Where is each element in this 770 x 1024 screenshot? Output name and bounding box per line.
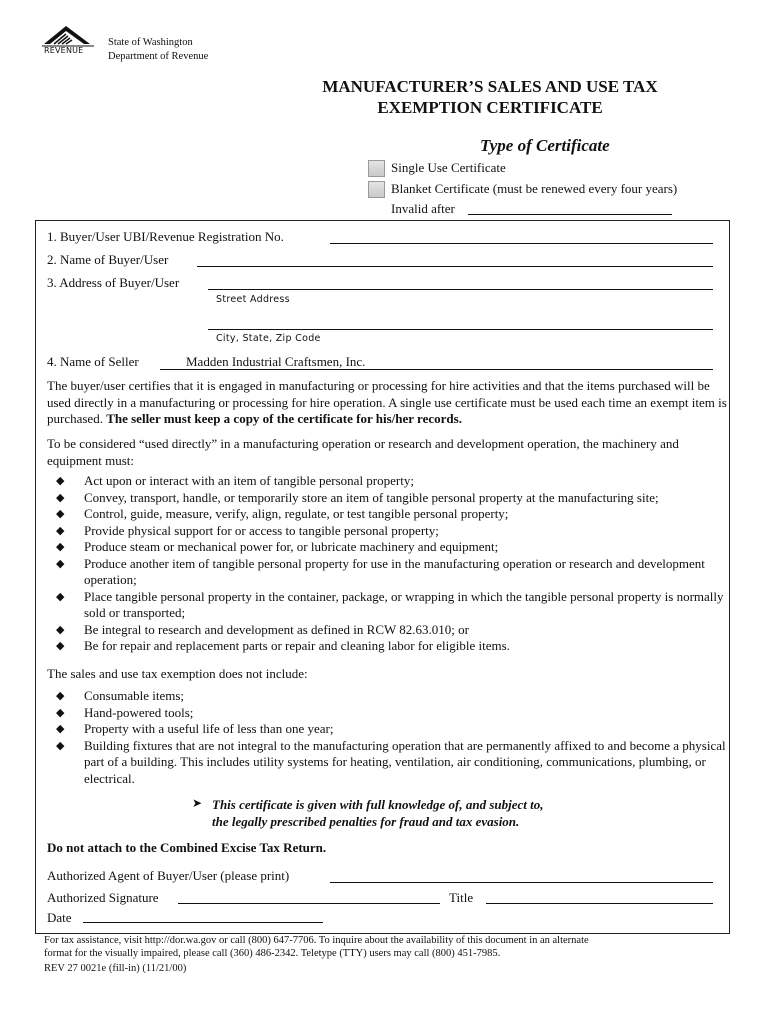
- certification-paragraph: [47, 378, 727, 428]
- diamond-bullet-icon: ◆: [56, 507, 65, 520]
- must-item-text: Provide physical support for or access to tangible personal property;: [84, 522, 439, 538]
- certification-text: The buyer/user certifies that it is engaged in manufacturing or processing for hire activities and that the items purchased will be used directly in a manufacturing or processing for hire operation. A single use certificate must be used each time an exempt item is purchased.: [47, 378, 727, 426]
- diamond-bullet-icon: ◆: [56, 639, 65, 652]
- footer-assistance: [44, 934, 744, 960]
- exclusion-item-text: Consumable items;: [84, 688, 185, 703]
- notice-line-1: This certificate is given with full knowledge of, and subject to,: [212, 797, 544, 812]
- revenue-logo: [40, 24, 96, 58]
- title-line-2: EXEMPTION CERTIFICATE: [377, 98, 603, 117]
- exclusion-list: [56, 688, 726, 787]
- buyer-address-label: 3. Address of Buyer/User: [47, 275, 180, 290]
- notice-line-2: the legally prescribed penalties for fraud and tax evasion.: [212, 813, 520, 829]
- ubi-label: 1. Buyer/User UBI/Revenue Registration No.: [47, 229, 284, 244]
- date-field[interactable]: [83, 922, 323, 923]
- must-item: [56, 589, 726, 622]
- blanket-checkbox[interactable]: [368, 181, 385, 198]
- street-address-field[interactable]: [208, 289, 713, 290]
- diamond-bullet-icon: ◆: [56, 705, 65, 719]
- diamond-bullet-icon: ◆: [56, 523, 65, 537]
- must-item: [56, 523, 726, 540]
- must-list: [56, 473, 726, 655]
- date-label: Date: [47, 910, 72, 925]
- agency-line-dept: Department of Revenue: [108, 51, 209, 62]
- seller-name-field[interactable]: [160, 369, 713, 370]
- must-item-text: Produce steam or mechanical power for, or lubricate machinery and equipment;: [84, 539, 499, 554]
- single-use-label: Single Use Certificate: [391, 160, 506, 175]
- exclusion-item-text: Property with a useful life of less than one year;: [84, 721, 334, 736]
- exclusions-intro: The sales and use tax exemption does not include:: [47, 666, 308, 681]
- blanket-label: Blanket Certificate (must be renewed every four years): [391, 181, 678, 196]
- used-directly-paragraph: To be considered “used directly” in a manufacturing operation or research and development operation, the machinery and equipment must:: [47, 436, 679, 468]
- street-address-label: Street Address: [216, 294, 290, 305]
- footer-line-2: format for the visually impaired, please call (360) 486-2342. Teletype (TTY) users may call (800) 451-7985.: [44, 948, 501, 959]
- exclusion-item: [56, 705, 726, 722]
- diamond-bullet-icon: ◆: [56, 738, 65, 752]
- footer-line-1: For tax assistance, visit http://dor.wa.gov or call (800) 647-7706. To inquire about the availability of this document in an alternate: [44, 935, 589, 946]
- seller-keep-copy-text: The seller must keep a copy of the certificate for his/her records.: [106, 411, 462, 426]
- must-item: [56, 490, 726, 507]
- agent-field[interactable]: [330, 882, 713, 883]
- must-item: [56, 539, 726, 556]
- invalid-after-label: Invalid after: [391, 201, 455, 216]
- title-label: Title: [449, 890, 474, 905]
- must-item: [56, 506, 726, 523]
- no-attach-note: Do not attach to the Combined Excise Tax Return.: [47, 840, 327, 855]
- diamond-bullet-icon: ◆: [56, 722, 65, 735]
- title-field[interactable]: [486, 903, 713, 904]
- signature-field[interactable]: [178, 903, 440, 904]
- must-item: [56, 622, 726, 639]
- single-use-checkbox[interactable]: [368, 160, 385, 177]
- title-line-1: MANUFACTURER’S SALES AND USE TAX: [322, 77, 658, 96]
- must-item: [56, 556, 726, 589]
- diamond-bullet-icon: ◆: [56, 474, 65, 487]
- diamond-bullet-icon: ◆: [56, 490, 65, 504]
- buyer-name-field[interactable]: [197, 266, 713, 267]
- signature-label: Authorized Signature: [47, 890, 159, 905]
- city-state-zip-field[interactable]: [208, 329, 713, 330]
- must-item-text: Produce another item of tangible personal property for use in the manufacturing operation or research and development operation;: [84, 555, 705, 587]
- must-item: [56, 638, 726, 655]
- must-item-text: Place tangible personal property in the container, package, or wrapping in which the tangible personal property is normally sold or transported;: [84, 588, 724, 620]
- certificate-type-heading: Type of Certificate: [480, 136, 610, 155]
- seller-name-value[interactable]: Madden Industrial Craftsmen, Inc.: [186, 354, 366, 369]
- must-item: [56, 473, 726, 490]
- diamond-bullet-icon: ◆: [56, 589, 65, 603]
- logo-text: REVENUE: [44, 46, 84, 55]
- page-title: [230, 76, 750, 118]
- seller-name-label: 4. Name of Seller: [47, 354, 139, 369]
- agent-label: Authorized Agent of Buyer/User (please print): [47, 868, 290, 883]
- form-number: REV 27 0021e (fill-in) (11/21/00): [44, 963, 187, 974]
- diamond-bullet-icon: ◆: [56, 622, 65, 636]
- must-item-text: Control, guide, measure, verify, align, regulate, or test tangible personal property;: [84, 506, 509, 521]
- must-item-text: Be for repair and replacement parts or repair and cleaning labor for eligible items.: [84, 638, 510, 653]
- diamond-bullet-icon: ◆: [56, 540, 65, 553]
- exclusion-item-text: Building fixtures that are not integral to the manufacturing operation that are permanently affixed to and become a physical part of a building. This includes utility systems for heating, ventilation, air conditioning, communications, plumbing, or electrical.: [84, 737, 726, 786]
- penalty-notice: [212, 797, 632, 830]
- must-item-text: Act upon or interact with an item of tangible personal property;: [84, 473, 414, 488]
- must-item-text: Convey, transport, handle, or temporarily store an item of tangible personal property at the manufacturing site;: [84, 489, 659, 505]
- agency-line-state: State of Washington: [108, 37, 193, 48]
- diamond-bullet-icon: ◆: [56, 689, 65, 702]
- arrow-icon: ➤: [192, 796, 203, 810]
- diamond-bullet-icon: ◆: [56, 556, 65, 570]
- exclusion-item-text: Hand-powered tools;: [84, 704, 194, 720]
- must-item-text: Be integral to research and development as defined in RCW 82.63.010; or: [84, 621, 469, 637]
- ubi-field[interactable]: [330, 243, 713, 244]
- exclusion-item: [56, 721, 726, 738]
- invalid-after-field[interactable]: [468, 214, 672, 215]
- agency-name: [108, 36, 208, 64]
- exclusion-item: [56, 738, 726, 788]
- city-state-zip-label: City, State, Zip Code: [216, 333, 321, 344]
- buyer-name-label: 2. Name of Buyer/User: [47, 252, 169, 267]
- exclusion-item: [56, 688, 726, 705]
